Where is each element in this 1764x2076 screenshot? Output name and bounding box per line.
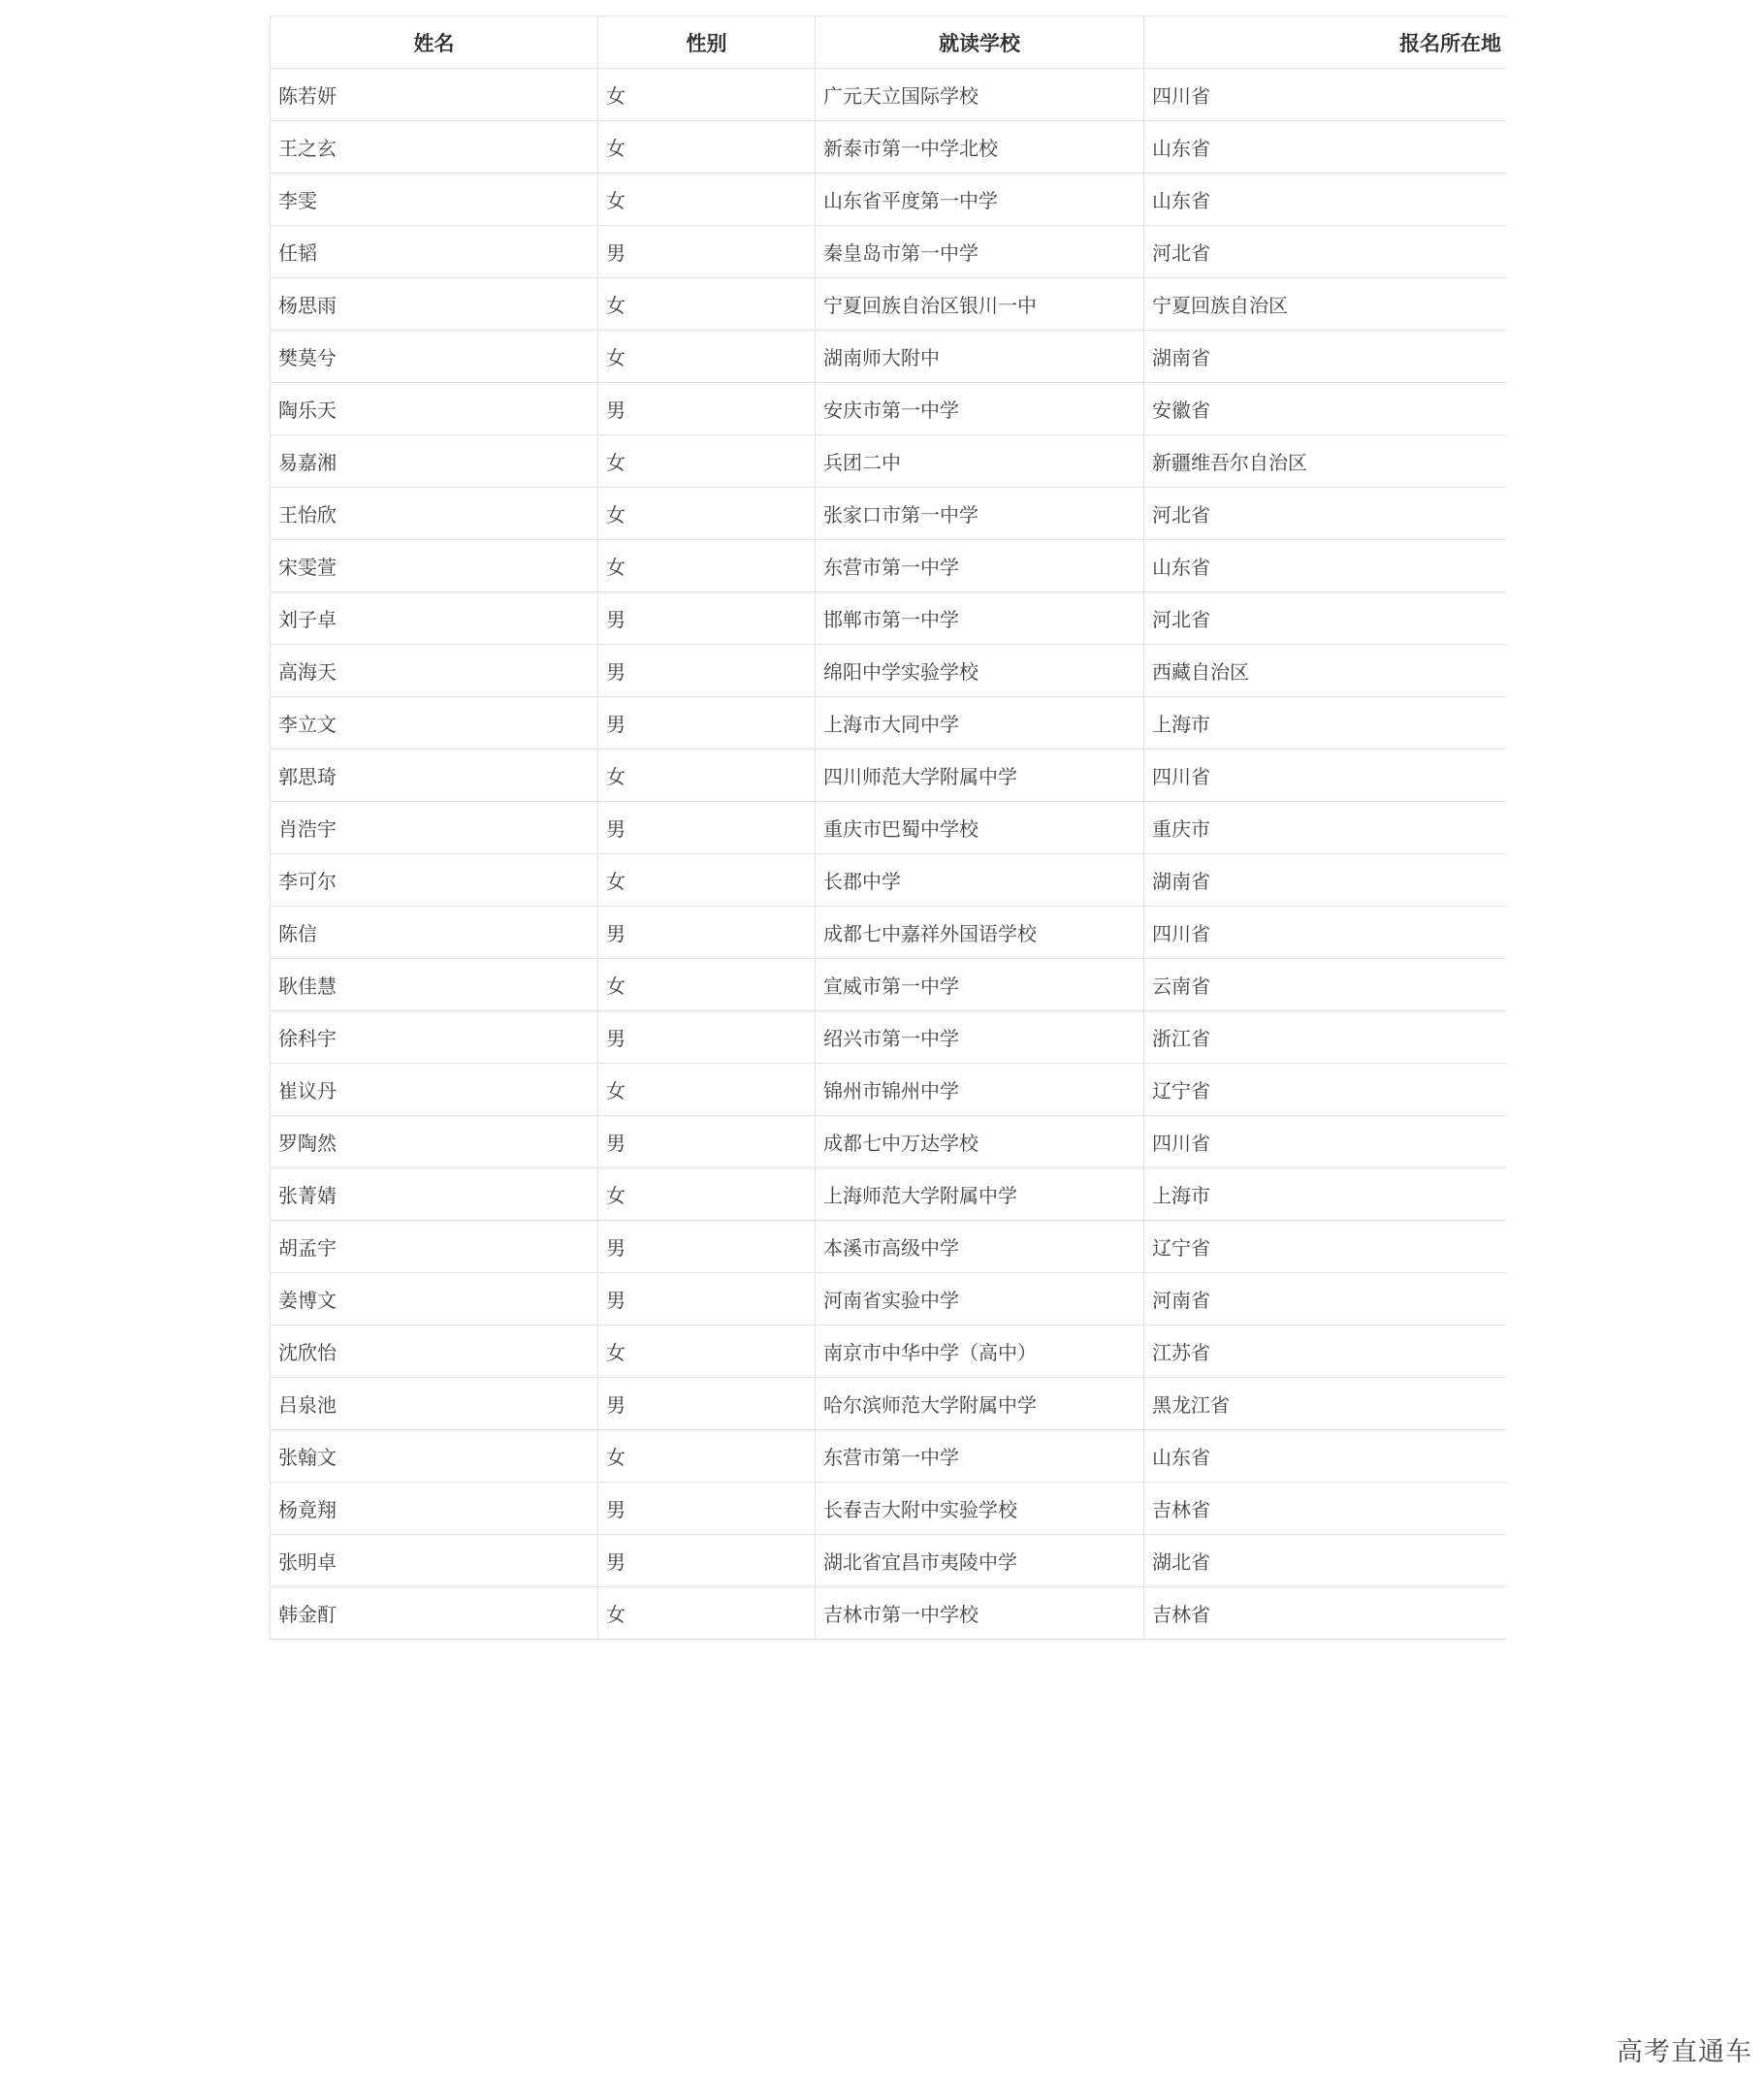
cell-region: 四川省 (1144, 750, 1507, 802)
cell-school: 湖南师大附中 (816, 331, 1144, 383)
cell-name: 崔议丹 (271, 1064, 598, 1116)
cell-name: 樊莫兮 (271, 331, 598, 383)
table-row (271, 1587, 1507, 1640)
cell-gender: 男 (598, 1535, 816, 1587)
cell-school: 安庆市第一中学 (816, 383, 1144, 435)
cell-region: 山东省 (1144, 1430, 1507, 1483)
table-row (271, 1011, 1507, 1064)
column-header-name: 姓名 (271, 16, 598, 69)
cell-school: 秦皇岛市第一中学 (816, 226, 1144, 278)
cell-name: 郭思琦 (271, 750, 598, 802)
table-row (271, 1483, 1507, 1535)
column-header-school: 就读学校 (816, 16, 1144, 69)
cell-name: 肖浩宇 (271, 802, 598, 854)
cell-region: 河北省 (1144, 592, 1507, 645)
cell-gender: 女 (598, 121, 816, 174)
cell-gender: 男 (598, 907, 816, 959)
cell-region: 吉林省 (1144, 1483, 1507, 1535)
cell-name: 刘子卓 (271, 592, 598, 645)
cell-region: 上海市 (1144, 1168, 1507, 1221)
cell-region: 云南省 (1144, 959, 1507, 1011)
cell-name: 胡孟宇 (271, 1221, 598, 1273)
cell-gender: 女 (598, 1064, 816, 1116)
table-row (271, 1064, 1507, 1116)
table-row (271, 645, 1507, 697)
cell-region: 湖北省 (1144, 1535, 1507, 1587)
cell-gender: 女 (598, 959, 816, 1011)
table-row (271, 959, 1507, 1011)
cell-gender: 女 (598, 750, 816, 802)
cell-gender: 男 (598, 1273, 816, 1325)
cell-region: 吉林省 (1144, 1587, 1507, 1640)
table-row (271, 278, 1507, 331)
cell-region: 山东省 (1144, 121, 1507, 174)
cell-region: 辽宁省 (1144, 1064, 1507, 1116)
cell-school: 上海师范大学附属中学 (816, 1168, 1144, 1221)
table-row (271, 174, 1507, 226)
table-row (271, 331, 1507, 383)
cell-school: 四川师范大学附属中学 (816, 750, 1144, 802)
cell-school: 山东省平度第一中学 (816, 174, 1144, 226)
table-header-row (271, 16, 1507, 69)
cell-gender: 男 (598, 1483, 816, 1535)
cell-school: 湖北省宜昌市夷陵中学 (816, 1535, 1144, 1587)
cell-school: 新泰市第一中学北校 (816, 121, 1144, 174)
column-header-gender: 性别 (598, 16, 816, 69)
table-row (271, 802, 1507, 854)
table-row (271, 1116, 1507, 1168)
cell-school: 东营市第一中学 (816, 540, 1144, 592)
cell-gender: 女 (598, 1587, 816, 1640)
cell-name: 罗陶然 (271, 1116, 598, 1168)
cell-school: 长春吉大附中实验学校 (816, 1483, 1144, 1535)
table-row (271, 1273, 1507, 1325)
table-row (271, 1325, 1507, 1378)
table-body (271, 69, 1507, 1640)
cell-school: 南京市中华中学（高中） (816, 1325, 1144, 1378)
cell-region: 河北省 (1144, 488, 1507, 540)
cell-school: 兵团二中 (816, 435, 1144, 488)
cell-name: 李雯 (271, 174, 598, 226)
cell-name: 张明卓 (271, 1535, 598, 1587)
cell-gender: 男 (598, 1116, 816, 1168)
cell-school: 长郡中学 (816, 854, 1144, 907)
cell-school: 宣威市第一中学 (816, 959, 1144, 1011)
cell-name: 陈信 (271, 907, 598, 959)
cell-gender: 男 (598, 226, 816, 278)
cell-school: 邯郸市第一中学 (816, 592, 1144, 645)
column-header-region: 报名所在地 (1144, 16, 1507, 69)
cell-region: 河北省 (1144, 226, 1507, 278)
cell-name: 李可尔 (271, 854, 598, 907)
cell-name: 张菁婧 (271, 1168, 598, 1221)
cell-name: 杨思雨 (271, 278, 598, 331)
cell-region: 湖南省 (1144, 854, 1507, 907)
cell-gender: 男 (598, 802, 816, 854)
cell-gender: 女 (598, 854, 816, 907)
table-row (271, 226, 1507, 278)
cell-gender: 男 (598, 592, 816, 645)
cell-school: 上海市大同中学 (816, 697, 1144, 750)
table-row (271, 383, 1507, 435)
cell-region: 西藏自治区 (1144, 645, 1507, 697)
cell-gender: 女 (598, 278, 816, 331)
cell-gender: 女 (598, 174, 816, 226)
table-row (271, 854, 1507, 907)
table-row (271, 1168, 1507, 1221)
cell-school: 绵阳中学实验学校 (816, 645, 1144, 697)
cell-region: 湖南省 (1144, 331, 1507, 383)
cell-gender: 女 (598, 435, 816, 488)
cell-gender: 男 (598, 1221, 816, 1273)
cell-school: 重庆市巴蜀中学校 (816, 802, 1144, 854)
cell-region: 山东省 (1144, 174, 1507, 226)
cell-gender: 男 (598, 1378, 816, 1430)
cell-school: 锦州市锦州中学 (816, 1064, 1144, 1116)
cell-name: 王怡欣 (271, 488, 598, 540)
cell-gender: 男 (598, 697, 816, 750)
table-row (271, 69, 1507, 121)
cell-school: 本溪市高级中学 (816, 1221, 1144, 1273)
cell-school: 吉林市第一中学校 (816, 1587, 1144, 1640)
cell-name: 陶乐天 (271, 383, 598, 435)
cell-region: 新疆维吾尔自治区 (1144, 435, 1507, 488)
cell-region: 黑龙江省 (1144, 1378, 1507, 1430)
cell-name: 韩金酊 (271, 1587, 598, 1640)
cell-region: 上海市 (1144, 697, 1507, 750)
cell-region: 安徽省 (1144, 383, 1507, 435)
cell-name: 陈若妍 (271, 69, 598, 121)
table-row (271, 697, 1507, 750)
cell-region: 辽宁省 (1144, 1221, 1507, 1273)
cell-gender: 女 (598, 488, 816, 540)
cell-name: 吕泉池 (271, 1378, 598, 1430)
cell-name: 宋雯萱 (271, 540, 598, 592)
cell-name: 张翰文 (271, 1430, 598, 1483)
table-row (271, 1221, 1507, 1273)
cell-region: 浙江省 (1144, 1011, 1507, 1064)
cell-region: 山东省 (1144, 540, 1507, 592)
cell-name: 杨竟翔 (271, 1483, 598, 1535)
table-row (271, 435, 1507, 488)
table-row (271, 592, 1507, 645)
cell-name: 李立文 (271, 697, 598, 750)
cell-school: 张家口市第一中学 (816, 488, 1144, 540)
cell-gender: 女 (598, 1430, 816, 1483)
cell-gender: 女 (598, 1325, 816, 1378)
cell-region: 江苏省 (1144, 1325, 1507, 1378)
table-row (271, 488, 1507, 540)
table-row (271, 1430, 1507, 1483)
cell-region: 宁夏回族自治区 (1144, 278, 1507, 331)
cell-region: 重庆市 (1144, 802, 1507, 854)
cell-gender: 男 (598, 383, 816, 435)
roster-table-container (270, 16, 1506, 1640)
table-row (271, 121, 1507, 174)
cell-region: 四川省 (1144, 907, 1507, 959)
cell-name: 沈欣怡 (271, 1325, 598, 1378)
cell-name: 徐科宇 (271, 1011, 598, 1064)
cell-gender: 女 (598, 540, 816, 592)
cell-gender: 女 (598, 331, 816, 383)
table-row (271, 540, 1507, 592)
table-row (271, 1378, 1507, 1430)
cell-region: 四川省 (1144, 1116, 1507, 1168)
cell-school: 成都七中万达学校 (816, 1116, 1144, 1168)
cell-school: 哈尔滨师范大学附属中学 (816, 1378, 1144, 1430)
cell-school: 东营市第一中学 (816, 1430, 1144, 1483)
cell-name: 任韬 (271, 226, 598, 278)
table-row (271, 1535, 1507, 1587)
cell-school: 广元天立国际学校 (816, 69, 1144, 121)
cell-school: 河南省实验中学 (816, 1273, 1144, 1325)
cell-name: 耿佳慧 (271, 959, 598, 1011)
cell-name: 王之玄 (271, 121, 598, 174)
cell-name: 姜博文 (271, 1273, 598, 1325)
cell-school: 绍兴市第一中学 (816, 1011, 1144, 1064)
cell-region: 河南省 (1144, 1273, 1507, 1325)
cell-gender: 女 (598, 69, 816, 121)
cell-gender: 女 (598, 1168, 816, 1221)
cell-name: 高海天 (271, 645, 598, 697)
cell-gender: 男 (598, 645, 816, 697)
roster-table (270, 16, 1506, 1640)
cell-region: 四川省 (1144, 69, 1507, 121)
cell-school: 成都七中嘉祥外国语学校 (816, 907, 1144, 959)
cell-name: 易嘉湘 (271, 435, 598, 488)
cell-gender: 男 (598, 1011, 816, 1064)
watermark-text: 高考直通车 (1617, 2037, 1752, 2067)
cell-school: 宁夏回族自治区银川一中 (816, 278, 1144, 331)
table-row (271, 750, 1507, 802)
table-row (271, 907, 1507, 959)
